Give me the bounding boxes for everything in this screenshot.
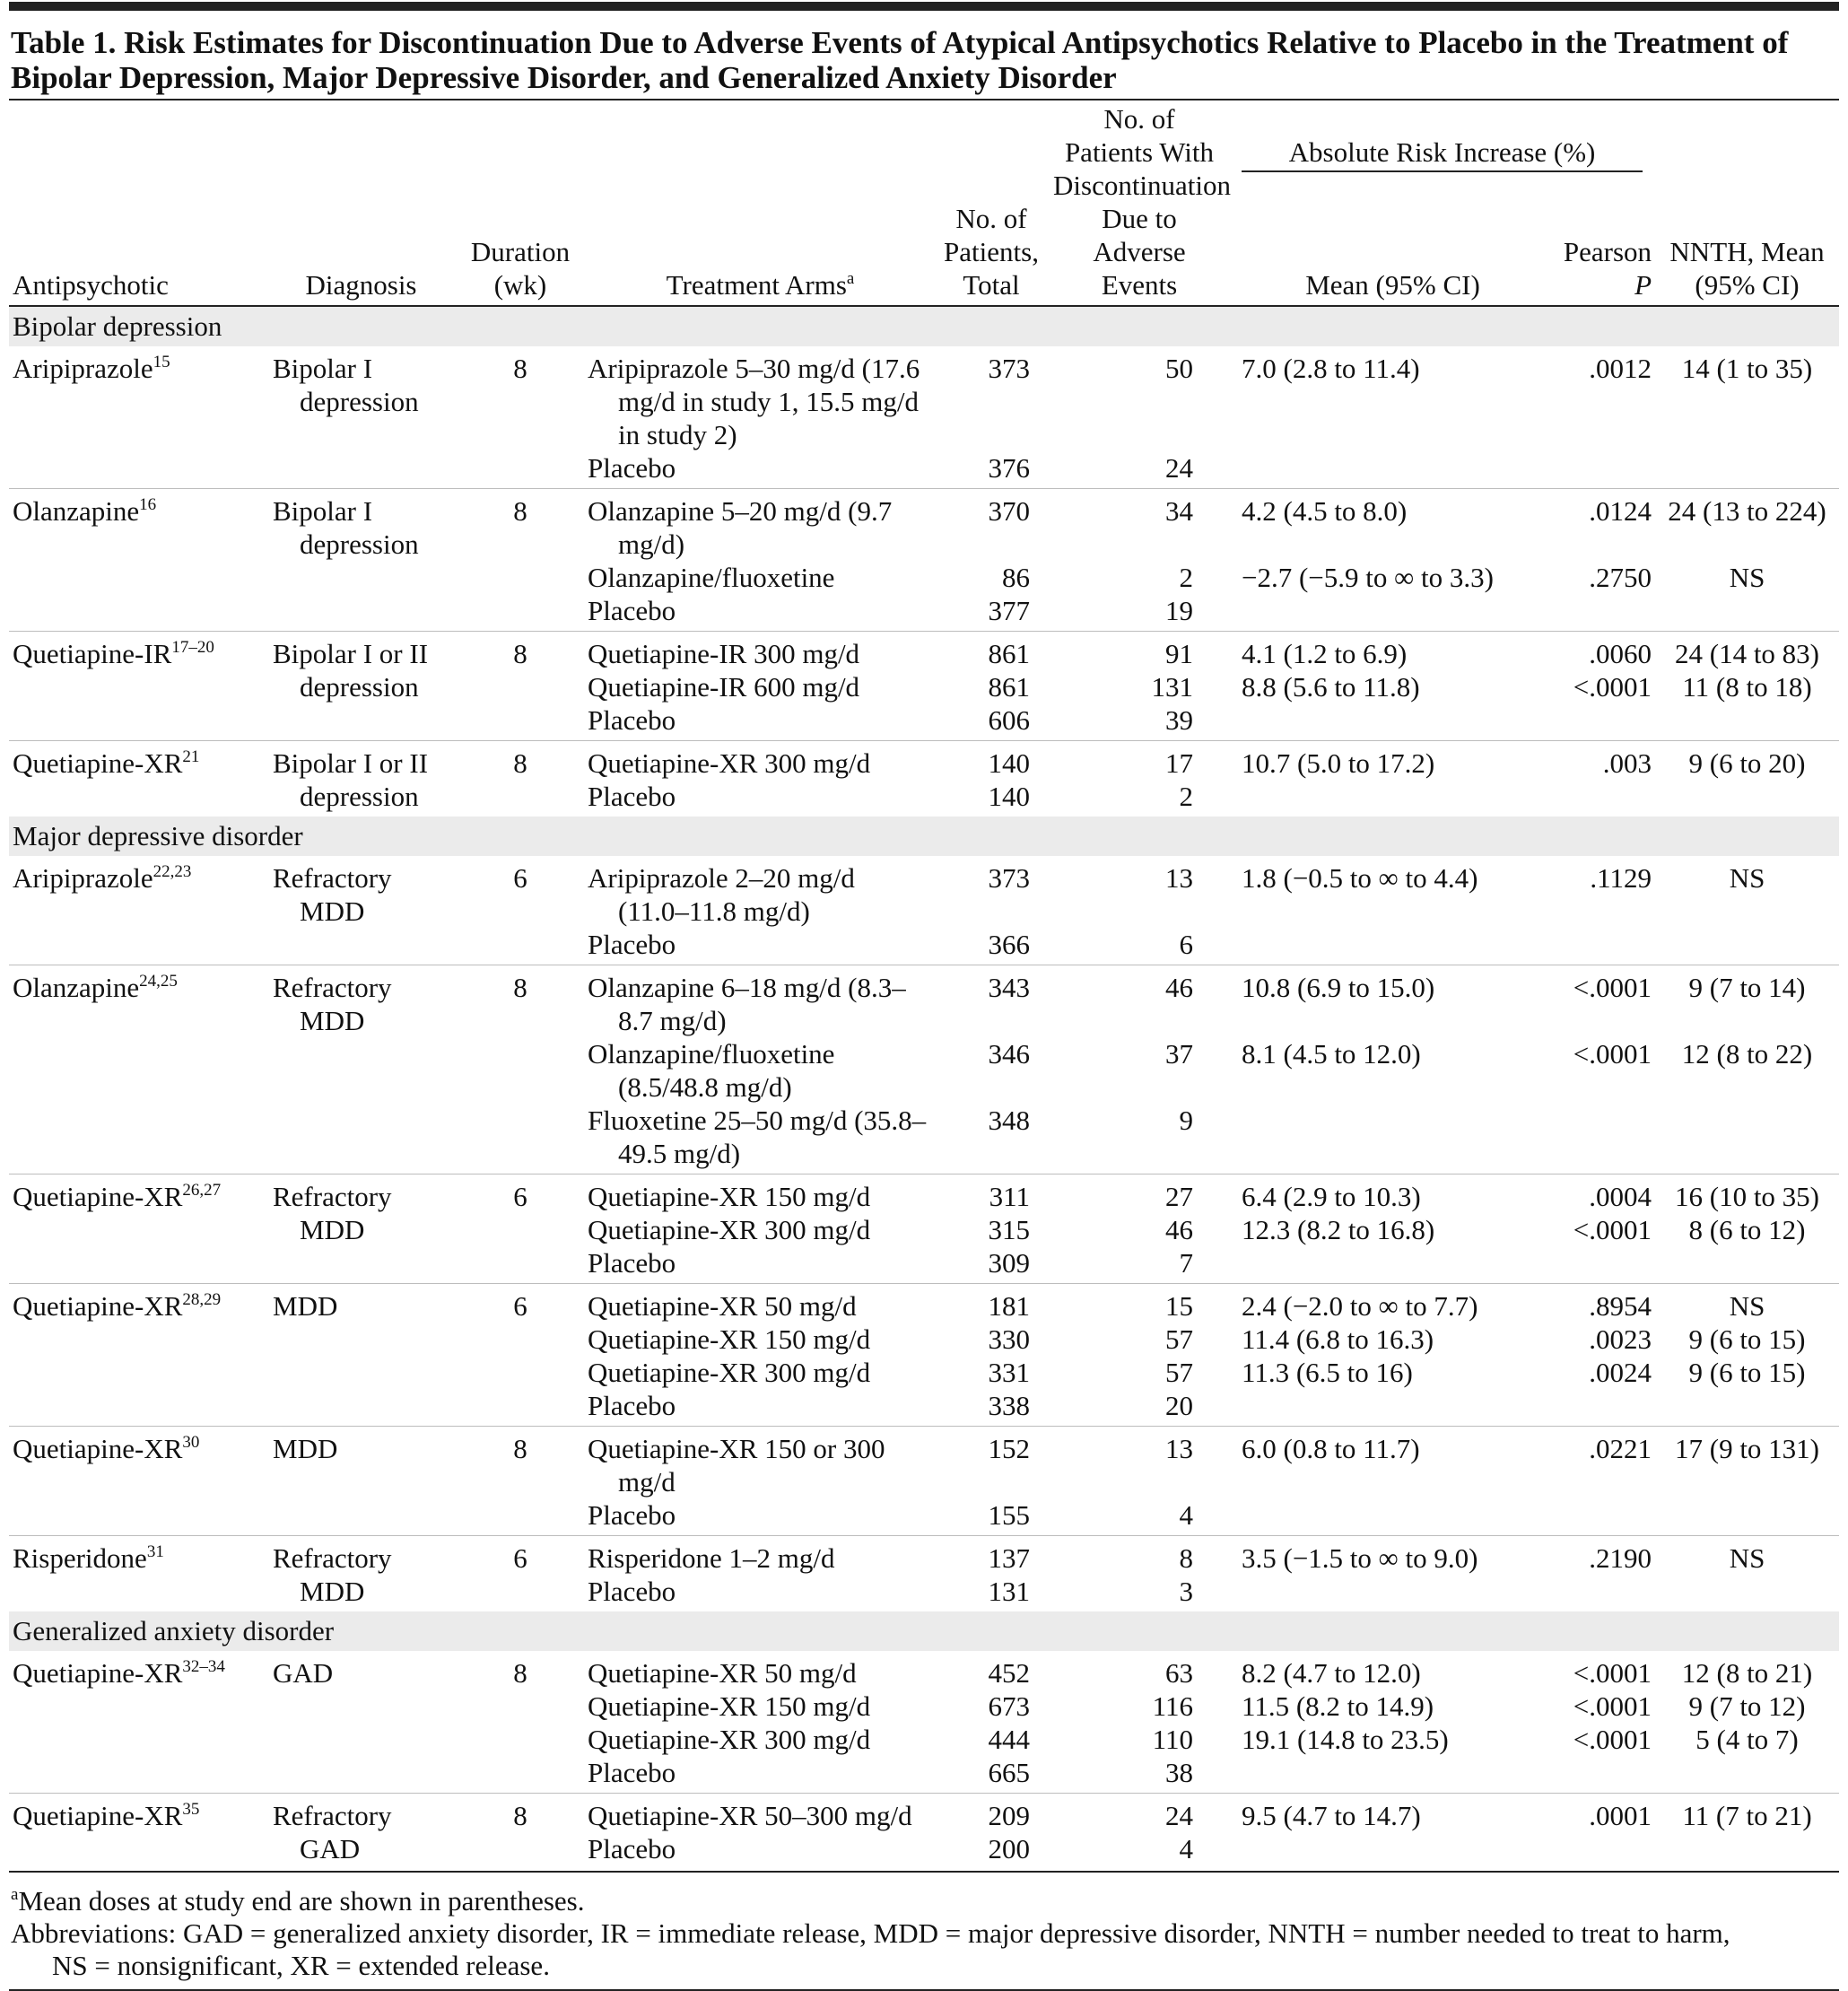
cell-pearson-p: .0024: [1589, 1357, 1652, 1388]
cell-ari-mean-ci: [1229, 1389, 1556, 1427]
cell-treatment-arm: Quetiapine-XR 150 mg/d: [588, 1690, 871, 1722]
cell-ari-mean-ci: 10.8 (6.9 to 15.0): [1229, 965, 1556, 1038]
reference-superscript: 17–20: [171, 638, 214, 657]
cell-pearson-p: [1556, 1756, 1655, 1794]
cell-total-patients: 861: [988, 671, 1030, 703]
cell-ari-mean-ci: [1229, 928, 1556, 965]
drug-name: Quetiapine-XR: [13, 1800, 183, 1831]
cell-treatment-arm: Placebo: [588, 452, 676, 484]
cell-total-patients: 861: [933, 632, 1050, 671]
cell-ari-mean-ci: 19.1 (14.8 to 23.5): [1242, 1724, 1449, 1755]
cell-total-patients: 140: [933, 741, 1050, 781]
cell-pearson-p: .0124: [1556, 489, 1655, 562]
cell-ari-mean-ci: [1229, 780, 1556, 816]
cell-treatment-arm: Quetiapine-XR 150 mg/d: [588, 1175, 933, 1214]
cell-antipsychotic: [9, 1651, 269, 1794]
table-row: [9, 632, 1839, 671]
header-mean-ci: Mean (95% CI): [1305, 269, 1480, 301]
cell-ari-mean-ci: 8.2 (4.7 to 12.0): [1242, 1657, 1421, 1689]
cell-pearson-p: .8954: [1556, 1284, 1655, 1323]
cell-treatment-arm: Placebo: [588, 1247, 676, 1279]
cell-treatment-arm: Olanzapine/fluoxetine: [588, 562, 835, 593]
cell-ari-mean-ci: [1229, 451, 1556, 489]
cell-nnth: [1655, 1575, 1839, 1611]
reference-superscript: 32–34: [182, 1657, 225, 1676]
table-row: [9, 1536, 1839, 1576]
footnote-abbreviations-cont: NS = nonsignificant, XR = extended release.: [52, 1950, 550, 1981]
cell-ari-mean-ci: 6.0 (0.8 to 11.7): [1229, 1427, 1556, 1499]
header-diagnosis: Diagnosis: [305, 269, 417, 301]
cell-total-patients: 377: [988, 595, 1030, 626]
cell-discontinuations: 13: [1050, 1427, 1229, 1499]
drug-name: Aripiprazole: [13, 862, 153, 894]
reference-superscript: 22,23: [153, 862, 192, 881]
cell-diagnosis: MDD: [269, 1427, 453, 1536]
cell-total-patients: 137: [933, 1536, 1050, 1576]
cell-ari-mean-ci: 9.5 (4.7 to 14.7): [1229, 1794, 1556, 1833]
table-row: [9, 965, 1839, 1038]
cell-diagnosis: Refractory GAD: [269, 1794, 453, 1870]
cell-total-patients: 309: [988, 1247, 1030, 1279]
cell-total-patients: 311: [933, 1175, 1050, 1214]
section-row: [9, 306, 1839, 346]
cell-total-patients: 376: [988, 452, 1030, 484]
cell-ari-mean-ci: [1229, 1246, 1556, 1284]
table-row: [9, 1794, 1839, 1833]
cell-ari-mean-ci: 4.1 (1.2 to 6.9): [1229, 632, 1556, 671]
cell-antipsychotic: [9, 1794, 269, 1870]
cell-duration: 8: [453, 489, 588, 632]
cell-ari-mean-ci: 11.4 (6.8 to 16.3): [1242, 1323, 1434, 1355]
cell-discontinuations: 24: [1165, 452, 1193, 484]
table-page: [9, 2, 1839, 1991]
cell-total-patients: 665: [988, 1757, 1030, 1788]
cell-nnth: 9 (7 to 12): [1688, 1690, 1806, 1722]
cell-total-patients: 373: [988, 353, 1030, 384]
cell-ari-mean-ci: 8.1 (4.5 to 12.0): [1242, 1038, 1421, 1070]
cell-treatment-arm: Placebo: [588, 1390, 676, 1421]
cell-ari-mean-ci: [1229, 1104, 1556, 1175]
reference-superscript: 15: [153, 353, 170, 371]
reference-superscript: 28,29: [182, 1290, 222, 1309]
cell-treatment-arm: Placebo: [588, 595, 676, 626]
cell-duration: 6: [513, 862, 527, 894]
section-label: Major depressive disorder: [9, 816, 1839, 856]
footnotes: [9, 1873, 1839, 1989]
cell-ari-mean-ci: [1229, 1832, 1556, 1869]
cell-nnth: 14 (1 to 35): [1681, 353, 1813, 384]
cell-treatment-arm: Placebo: [588, 929, 676, 960]
header-antipsychotic: Antipsychotic: [13, 269, 169, 301]
cell-diagnosis: Refractory MDD: [269, 1175, 453, 1284]
cell-nnth: 24 (13 to 224): [1655, 489, 1839, 562]
table-body: [9, 306, 1839, 1869]
cell-treatment-arm: Placebo: [588, 1833, 676, 1864]
table-row: [9, 1427, 1839, 1499]
cell-diagnosis: Refractory MDD: [269, 1536, 453, 1612]
cell-treatment-arm: Olanzapine 5–20 mg/d (9.7 mg/d): [588, 489, 933, 562]
cell-discontinuations: 4: [1179, 1499, 1193, 1531]
cell-ari-mean-ci: [1229, 703, 1556, 741]
cell-discontinuations: 46: [1165, 1214, 1193, 1245]
footnote-a: $^a$Mean doses at study end are shown in parentheses.: [11, 1885, 585, 1917]
cell-discontinuations: 131: [1151, 671, 1193, 703]
cell-discontinuations: 2: [1179, 781, 1193, 812]
cell-pearson-p: [1556, 1246, 1655, 1284]
cell-nnth: [1655, 1389, 1839, 1427]
cell-discontinuations: 46: [1050, 965, 1229, 1038]
drug-name: Quetiapine-IR: [13, 638, 172, 669]
table-row: [9, 856, 1839, 928]
cell-antipsychotic: [9, 1175, 269, 1284]
header-discontinuation: No. of Patients With Discontinuation Due to Adverse Events: [1053, 103, 1232, 301]
cell-discontinuations: 13: [1165, 862, 1193, 894]
section-row: [9, 816, 1839, 856]
cell-total-patients: 140: [988, 781, 1030, 812]
cell-total-patients: 315: [988, 1214, 1030, 1245]
cell-total-patients: 452: [988, 1657, 1030, 1689]
cell-ari-mean-ci: [1229, 1498, 1556, 1536]
cell-total-patients: 338: [988, 1390, 1030, 1421]
reference-superscript: 26,27: [182, 1181, 222, 1200]
cell-nnth: [1655, 594, 1839, 632]
cell-total-patients: 673: [988, 1690, 1030, 1722]
cell-nnth: NS: [1729, 562, 1765, 593]
cell-antipsychotic: [9, 346, 269, 489]
reference-superscript: 30: [182, 1433, 200, 1452]
table-header: [9, 100, 1839, 306]
cell-pearson-p: .003: [1556, 741, 1655, 781]
cell-discontinuations: 4: [1179, 1833, 1193, 1864]
table-row: [9, 346, 1839, 451]
cell-pearson-p: [1556, 780, 1655, 816]
reference-superscript: 35: [182, 1800, 200, 1819]
cell-discontinuations: 17: [1050, 741, 1229, 781]
cell-discontinuations: 57: [1165, 1357, 1193, 1388]
cell-pearson-p: .2750: [1589, 562, 1652, 593]
cell-nnth: [1655, 780, 1839, 816]
cell-nnth: [1655, 1104, 1839, 1175]
cell-total-patients: 330: [988, 1323, 1030, 1355]
drug-name: Olanzapine: [13, 495, 140, 527]
cell-discontinuations: 57: [1165, 1323, 1193, 1355]
cell-discontinuations: 27: [1050, 1175, 1229, 1214]
section-label: Bipolar depression: [9, 306, 1839, 346]
cell-ari-mean-ci: 11.5 (8.2 to 14.9): [1242, 1690, 1434, 1722]
cell-duration: 8: [453, 741, 588, 817]
cell-pearson-p: <.0001: [1556, 965, 1655, 1038]
cell-pearson-p: .2190: [1556, 1536, 1655, 1576]
drug-name: Quetiapine-XR: [13, 1433, 183, 1464]
cell-duration: 8: [513, 1657, 527, 1689]
cell-total-patients: 155: [988, 1499, 1030, 1531]
cell-diagnosis: Bipolar I depression: [273, 353, 419, 417]
cell-total-patients: 348: [988, 1105, 1030, 1136]
cell-treatment-arm: Placebo: [588, 1757, 676, 1788]
cell-pearson-p: .0221: [1556, 1427, 1655, 1499]
cell-nnth: [1655, 1246, 1839, 1284]
cell-discontinuations: 50: [1165, 353, 1193, 384]
cell-treatment-arm: Quetiapine-IR 300 mg/d: [588, 632, 933, 671]
cell-pearson-p: .0060: [1556, 632, 1655, 671]
cell-treatment-arm: Fluoxetine 25–50 mg/d (35.8–49.5 mg/d): [588, 1105, 927, 1169]
cell-total-patients: 152: [933, 1427, 1050, 1499]
cell-ari-mean-ci: 10.7 (5.0 to 17.2): [1229, 741, 1556, 781]
cell-treatment-arm: Quetiapine-XR 50 mg/d: [588, 1284, 933, 1323]
cell-pearson-p: <.0001: [1573, 1724, 1652, 1755]
cell-diagnosis: MDD: [269, 1284, 453, 1427]
section-label: Generalized anxiety disorder: [9, 1611, 1839, 1651]
cell-duration: 6: [453, 1284, 588, 1427]
header-nnth: NNTH, Mean (95% CI): [1669, 236, 1825, 301]
cell-nnth: NS: [1729, 862, 1765, 894]
header-total-patients: No. of Patients, Total: [944, 203, 1039, 301]
header-absolute-risk-increase: Absolute Risk Increase (%): [1229, 100, 1655, 179]
cell-total-patients: 331: [988, 1357, 1030, 1388]
cell-pearson-p: .0001: [1556, 1794, 1655, 1833]
cell-treatment-arm: Quetiapine-XR 150 mg/d: [588, 1323, 871, 1355]
cell-nnth: [1655, 1756, 1839, 1794]
cell-duration: 8: [513, 353, 527, 384]
cell-antipsychotic: [9, 1284, 269, 1427]
drug-name: Quetiapine-XR: [13, 1181, 183, 1212]
cell-diagnosis: Refractory MDD: [273, 862, 392, 927]
cell-total-patients: 181: [933, 1284, 1050, 1323]
cell-discontinuations: 34: [1050, 489, 1229, 562]
cell-nnth: [1655, 451, 1839, 489]
cell-antipsychotic: [9, 856, 269, 965]
cell-diagnosis: GAD: [273, 1657, 334, 1689]
cell-pearson-p: [1556, 1389, 1655, 1427]
footnote-abbreviations: Abbreviations: GAD = generalized anxiety disorder, IR = immediate release, MDD = major depressive disorder, NNTH = number needed to treat to harm,: [11, 1917, 1730, 1949]
cell-discontinuations: 15: [1050, 1284, 1229, 1323]
cell-duration: 6: [453, 1536, 588, 1612]
cell-treatment-arm: Aripiprazole 5–30 mg/d (17.6 mg/d in study 1, 15.5 mg/d in study 2): [588, 353, 920, 450]
cell-pearson-p: .1129: [1590, 862, 1652, 894]
table-row: [9, 1651, 1839, 1690]
cell-treatment-arm: Placebo: [588, 1576, 676, 1607]
cell-pearson-p: <.0001: [1573, 1214, 1652, 1245]
cell-nnth: 11 (7 to 21): [1655, 1794, 1839, 1833]
cell-nnth: 9 (6 to 15): [1688, 1323, 1806, 1355]
cell-diagnosis: Bipolar I depression: [269, 489, 453, 632]
reference-superscript: 31: [146, 1542, 164, 1561]
cell-discontinuations: 38: [1165, 1757, 1193, 1788]
cell-duration: 6: [453, 1175, 588, 1284]
cell-nnth: 11 (8 to 18): [1682, 671, 1812, 703]
cell-pearson-p: [1556, 703, 1655, 741]
cell-total-patients: 343: [933, 965, 1050, 1038]
table-row: [9, 1175, 1839, 1214]
cell-discontinuations: 110: [1152, 1724, 1193, 1755]
cell-ari-mean-ci: 1.8 (−0.5 to ∞ to 4.4): [1242, 862, 1478, 894]
cell-treatment-arm: Placebo: [588, 781, 676, 812]
cell-antipsychotic: [9, 632, 269, 741]
cell-discontinuations: 20: [1165, 1390, 1193, 1421]
cell-ari-mean-ci: 4.2 (4.5 to 8.0): [1229, 489, 1556, 562]
risk-table: [9, 100, 1839, 1869]
cell-total-patients: 370: [933, 489, 1050, 562]
cell-nnth: 9 (6 to 15): [1688, 1357, 1806, 1388]
cell-discontinuations: 39: [1165, 704, 1193, 736]
drug-name: Quetiapine-XR: [13, 1290, 183, 1322]
drug-name: Quetiapine-XR: [13, 747, 183, 779]
cell-nnth: 9 (7 to 14): [1655, 965, 1839, 1038]
cell-ari-mean-ci: 3.5 (−1.5 to ∞ to 9.0): [1229, 1536, 1556, 1576]
drug-name: Aripiprazole: [13, 353, 153, 384]
cell-antipsychotic: [9, 489, 269, 632]
cell-treatment-arm: Olanzapine 6–18 mg/d (8.3–8.7 mg/d): [588, 965, 933, 1038]
cell-total-patients: 209: [933, 1794, 1050, 1833]
cell-total-patients: 606: [988, 704, 1030, 736]
cell-duration: 8: [453, 632, 588, 741]
cell-treatment-arm: Quetiapine-XR 300 mg/d: [588, 1724, 871, 1755]
header-pearson-p: Pearson P: [1563, 236, 1652, 301]
cell-nnth: [1655, 1832, 1839, 1869]
cell-total-patients: 200: [988, 1833, 1030, 1864]
drug-name: Olanzapine: [13, 972, 140, 1003]
cell-total-patients: 86: [1002, 562, 1030, 593]
cell-pearson-p: [1556, 1832, 1655, 1869]
cell-diagnosis: Refractory MDD: [269, 965, 453, 1175]
cell-total-patients: 346: [988, 1038, 1030, 1070]
cell-nnth: 12 (8 to 21): [1681, 1657, 1813, 1689]
cell-treatment-arm: Placebo: [588, 704, 676, 736]
cell-antipsychotic: [9, 965, 269, 1175]
reference-superscript: 24,25: [139, 972, 178, 991]
cell-treatment-arm: Risperidone 1–2 mg/d: [588, 1536, 933, 1576]
table-row: [9, 489, 1839, 562]
cell-pearson-p: <.0001: [1573, 1690, 1652, 1722]
cell-discontinuations: 116: [1152, 1690, 1193, 1722]
cell-pearson-p: <.0001: [1573, 1657, 1652, 1689]
cell-antipsychotic: [9, 1427, 269, 1536]
cell-pearson-p: [1556, 594, 1655, 632]
cell-ari-mean-ci: 11.3 (6.5 to 16): [1242, 1357, 1413, 1388]
cell-nnth: 17 (9 to 131): [1655, 1427, 1839, 1499]
cell-duration: 8: [453, 965, 588, 1175]
cell-ari-mean-ci: 12.3 (8.2 to 16.8): [1242, 1214, 1435, 1245]
cell-treatment-arm: Quetiapine-XR 300 mg/d: [588, 1214, 871, 1245]
cell-ari-mean-ci: 2.4 (−2.0 to ∞ to 7.7): [1229, 1284, 1556, 1323]
cell-pearson-p: .0012: [1589, 353, 1652, 384]
cell-pearson-p: .0004: [1556, 1175, 1655, 1214]
cell-nnth: 5 (4 to 7): [1695, 1724, 1799, 1755]
cell-discontinuations: 63: [1165, 1657, 1193, 1689]
cell-total-patients: 373: [988, 862, 1030, 894]
cell-ari-mean-ci: 6.4 (2.9 to 10.3): [1229, 1175, 1556, 1214]
cell-discontinuations: 2: [1179, 562, 1193, 593]
cell-discontinuations: 9: [1179, 1105, 1193, 1136]
cell-pearson-p: [1556, 451, 1655, 489]
cell-total-patients: 444: [988, 1724, 1030, 1755]
cell-ari-mean-ci: [1229, 594, 1556, 632]
cell-nnth: [1655, 1498, 1839, 1536]
cell-treatment-arm: Quetiapine-XR 150 or 300 mg/d: [588, 1427, 933, 1499]
section-row: [9, 1611, 1839, 1651]
cell-ari-mean-ci: −2.7 (−5.9 to ∞ to 3.3): [1242, 562, 1494, 593]
cell-nnth: [1655, 703, 1839, 741]
cell-nnth: [1655, 928, 1839, 965]
cell-treatment-arm: Quetiapine-IR 600 mg/d: [588, 671, 860, 703]
cell-nnth: 12 (8 to 22): [1681, 1038, 1813, 1070]
cell-discontinuations: 24: [1050, 1794, 1229, 1833]
cell-pearson-p: [1556, 1498, 1655, 1536]
cell-pearson-p: <.0001: [1573, 1038, 1652, 1070]
cell-treatment-arm: Quetiapine-XR 300 mg/d: [588, 1357, 871, 1388]
cell-discontinuations: 3: [1179, 1576, 1193, 1607]
drug-name: Quetiapine-XR: [13, 1657, 183, 1689]
cell-discontinuations: 6: [1179, 929, 1193, 960]
cell-pearson-p: <.0001: [1573, 671, 1652, 703]
cell-discontinuations: 8: [1050, 1536, 1229, 1576]
cell-treatment-arm: Quetiapine-XR 50 mg/d: [588, 1657, 857, 1689]
cell-pearson-p: [1556, 928, 1655, 965]
cell-pearson-p: .0023: [1589, 1323, 1652, 1355]
cell-treatment-arm: Placebo: [588, 1499, 676, 1531]
cell-total-patients: 131: [988, 1576, 1030, 1607]
cell-duration: 8: [453, 1794, 588, 1870]
cell-treatment-arm: Olanzapine/fluoxetine (8.5/48.8 mg/d): [588, 1038, 835, 1103]
cell-ari-mean-ci: [1229, 1756, 1556, 1794]
cell-diagnosis: Bipolar I or II depression: [269, 741, 453, 817]
cell-diagnosis: Bipolar I or II depression: [269, 632, 453, 741]
header-duration: Duration (wk): [470, 236, 571, 301]
cell-treatment-arm: Aripiprazole 2–20 mg/d (11.0–11.8 mg/d): [588, 862, 855, 927]
cell-nnth: NS: [1655, 1284, 1839, 1323]
cell-ari-mean-ci: 8.8 (5.6 to 11.8): [1242, 671, 1420, 703]
reference-superscript: 21: [182, 747, 200, 766]
cell-pearson-p: [1556, 1104, 1655, 1175]
cell-ari-mean-ci: [1229, 1575, 1556, 1611]
cell-nnth: NS: [1655, 1536, 1839, 1576]
header-treatment-arms: Treatment Arms$^a$: [666, 269, 855, 301]
cell-discontinuations: 7: [1179, 1247, 1193, 1279]
cell-discontinuations: 19: [1165, 595, 1193, 626]
cell-discontinuations: 37: [1165, 1038, 1193, 1070]
drug-name: Risperidone: [13, 1542, 147, 1574]
table-row: [9, 741, 1839, 781]
table-row: [9, 1284, 1839, 1323]
cell-duration: 8: [453, 1427, 588, 1536]
cell-nnth: 9 (6 to 20): [1655, 741, 1839, 781]
cell-nnth: 24 (14 to 83): [1655, 632, 1839, 671]
cell-treatment-arm: Quetiapine-XR 300 mg/d: [588, 741, 933, 781]
reference-superscript: 16: [139, 495, 157, 514]
cell-treatment-arm: Quetiapine-XR 50–300 mg/d: [588, 1794, 933, 1833]
cell-antipsychotic: [9, 1536, 269, 1612]
cell-ari-mean-ci: 7.0 (2.8 to 11.4): [1242, 353, 1420, 384]
cell-nnth: 8 (6 to 12): [1688, 1214, 1806, 1245]
cell-total-patients: 366: [988, 929, 1030, 960]
top-rule: [9, 2, 1839, 11]
table-title: Table 1. Risk Estimates for Discontinuation Due to Adverse Events of Atypical Antipsychotics Relative to Placebo in the Treatment of Bipolar Depression, Major Depressive Disorder, and Generalized Anxiety Disorder: [11, 25, 1789, 95]
cell-nnth: 16 (10 to 35): [1655, 1175, 1839, 1214]
cell-pearson-p: [1556, 1575, 1655, 1611]
cell-antipsychotic: [9, 741, 269, 817]
cell-discontinuations: 91: [1050, 632, 1229, 671]
